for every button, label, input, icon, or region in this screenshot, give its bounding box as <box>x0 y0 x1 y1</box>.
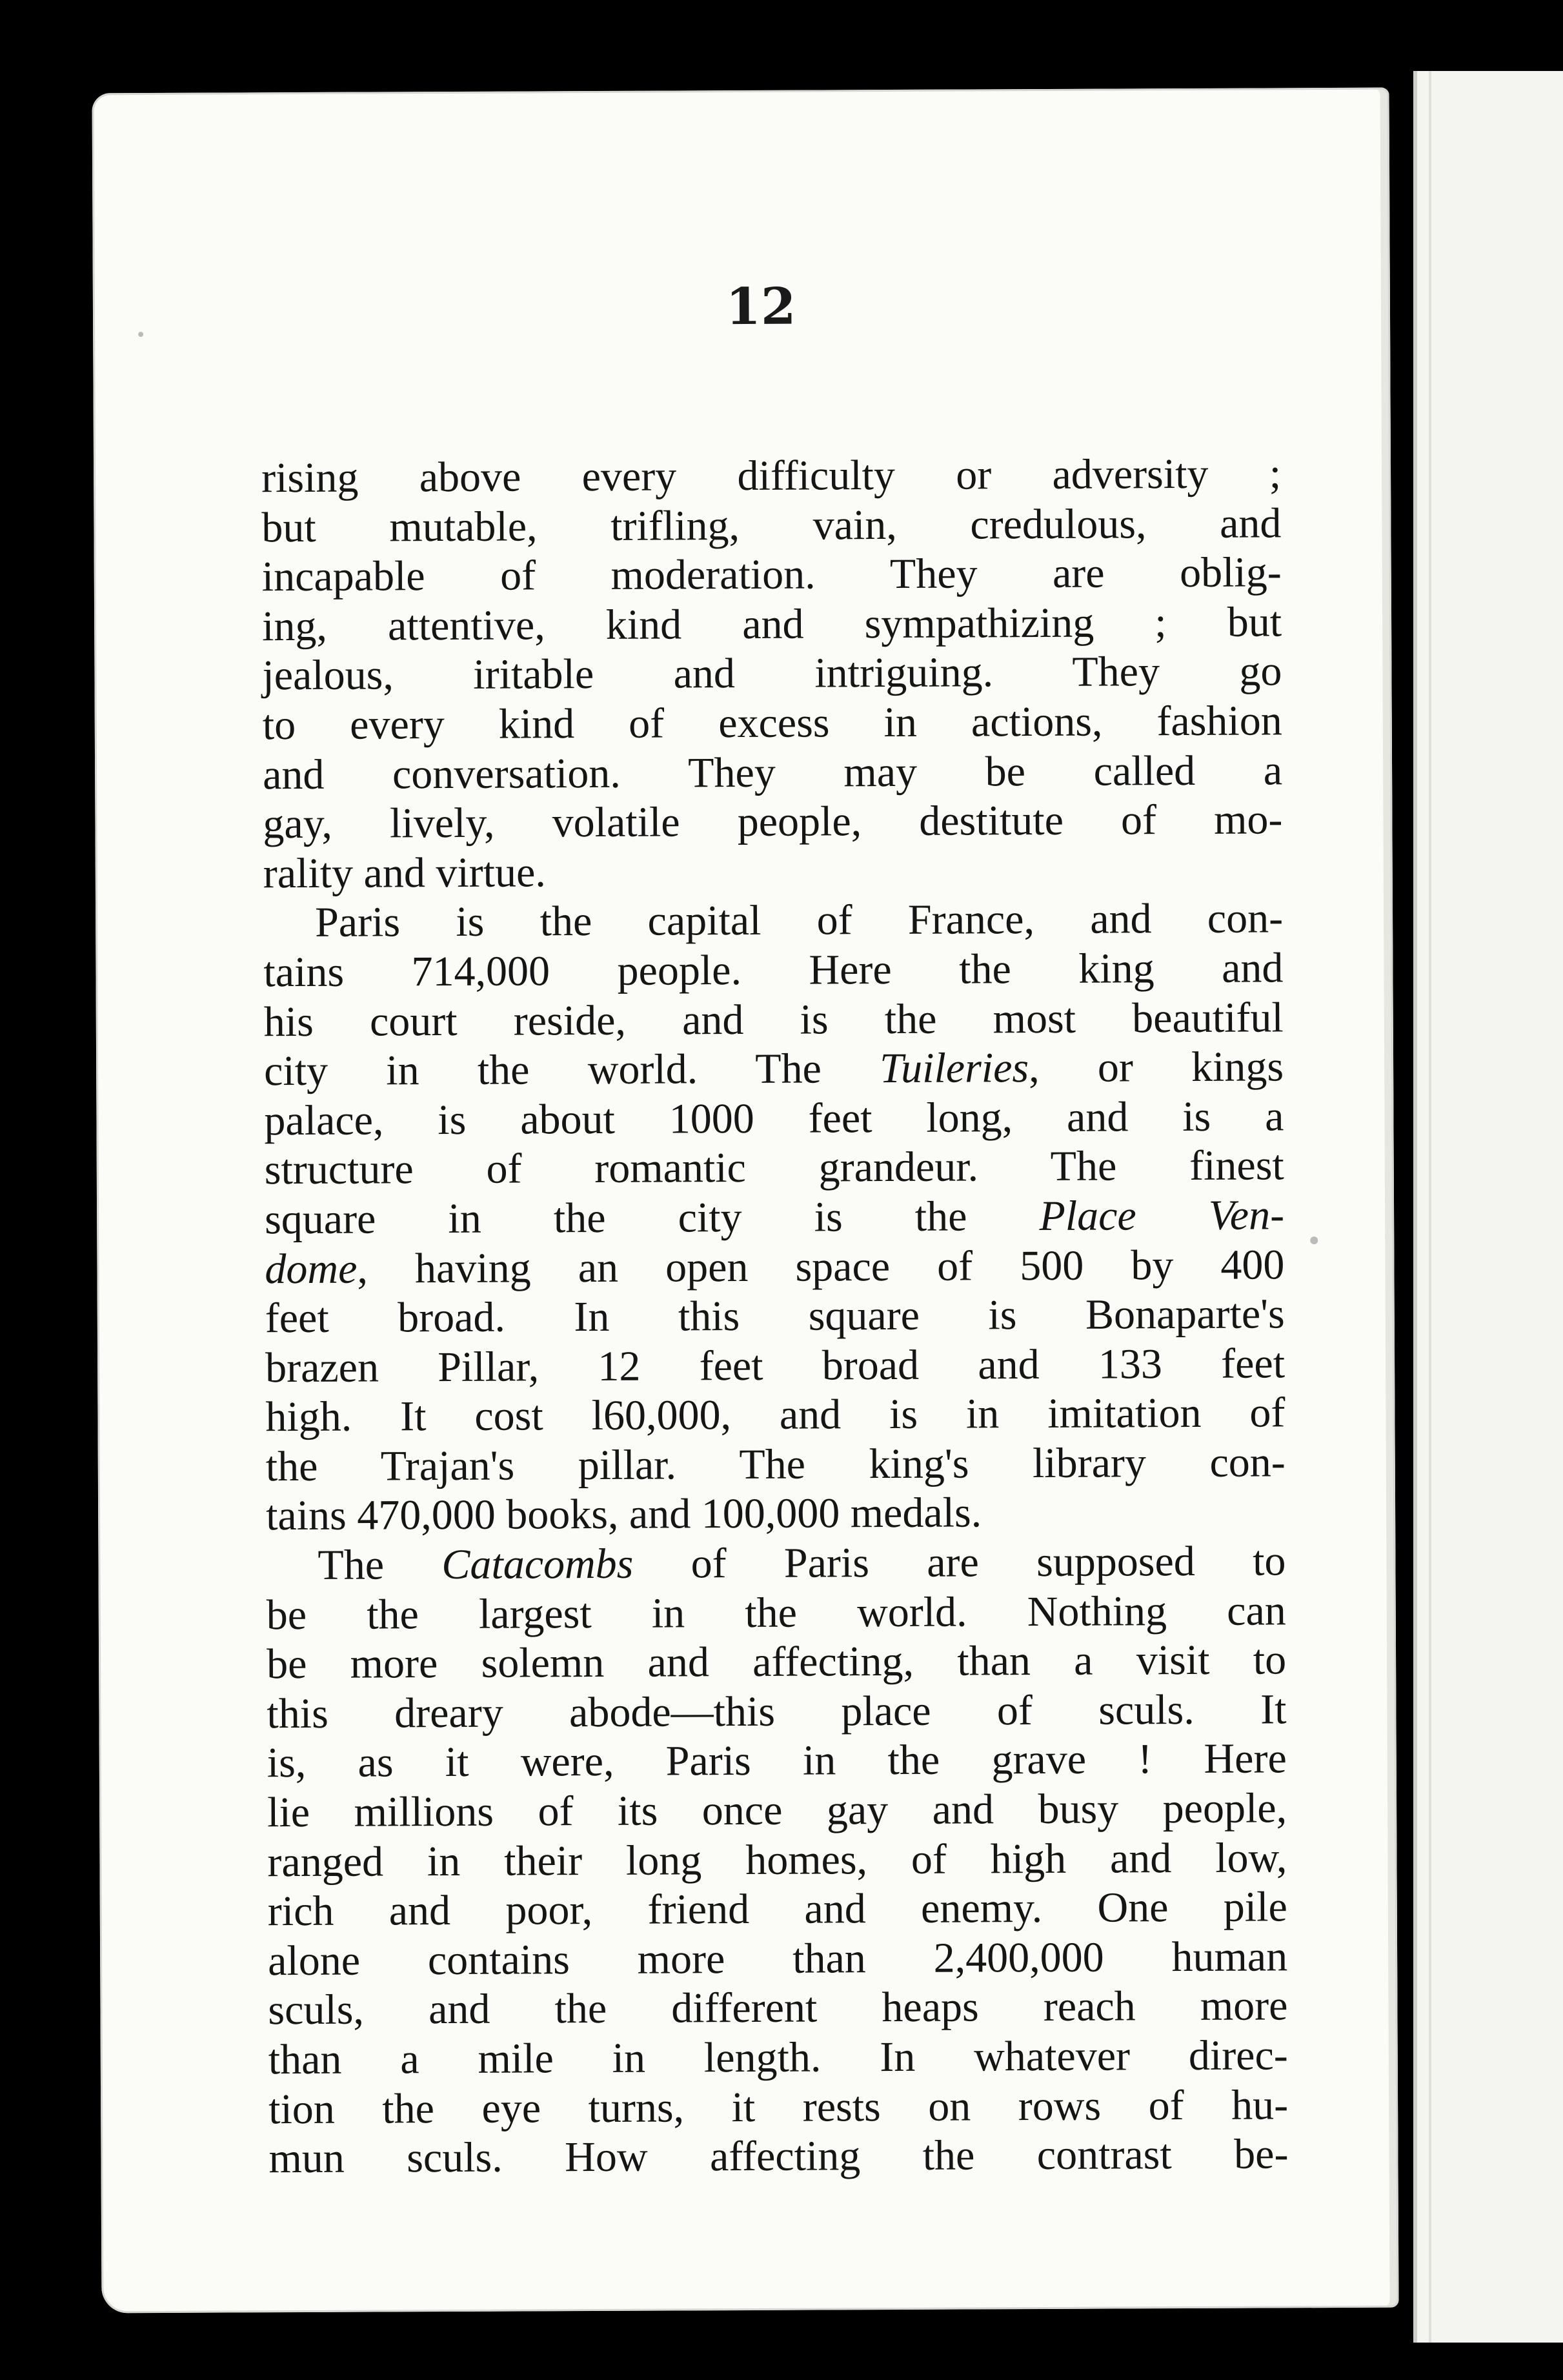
text-line: palace, is about 1000 feet long, and is a <box>264 1093 1284 1144</box>
text-line: tion the eye turns, it rests on rows of hu- <box>268 2081 1289 2133</box>
text-segment: of Paris are supposed to <box>633 1537 1286 1588</box>
text-line: high. It cost l60,000, and is in imitation of <box>265 1389 1286 1441</box>
body-text <box>261 449 1289 2184</box>
text-line: mun sculs. How affecting the contrast be- <box>268 2130 1289 2183</box>
text-line: structure of romantic grandeur. The finest <box>264 1142 1284 1194</box>
text-segment: , having an open space of 500 by 400 <box>357 1240 1285 1293</box>
italic-term: dome <box>265 1245 358 1293</box>
text-line: be more solemn and affecting, than a visit to <box>266 1636 1287 1688</box>
book-page <box>92 88 1399 2314</box>
text-line: jealous, iritable and intriguing. They go <box>262 647 1282 700</box>
text-line: incapable of moderation. They are oblig- <box>261 549 1282 601</box>
text-line: is, as it were, Paris in the grave ! Here <box>267 1735 1287 1787</box>
text-line: feet broad. In this square is Bonaparte's <box>265 1290 1285 1342</box>
text-line <box>264 1042 1284 1096</box>
text-line <box>265 1240 1284 1294</box>
text-segment: city in the world. The <box>263 1045 880 1095</box>
facing-page-edge <box>1413 71 1563 2343</box>
text-line: tains 714,000 people. Here the king and <box>263 944 1284 996</box>
text-line: rality and virtue. <box>263 849 546 898</box>
page-number: 12 <box>725 277 796 337</box>
text-line: be the largest in the world. Nothing can <box>266 1587 1286 1639</box>
text-line: the Trajan's pillar. The king's library con- <box>265 1438 1286 1491</box>
text-segment: The <box>318 1541 442 1589</box>
facing-page-inner-edge <box>1429 71 1431 2343</box>
italic-term: Catacombs <box>441 1540 634 1589</box>
text-segment: square in the city is the <box>264 1192 1040 1244</box>
text-line: brazen Pillar, 12 feet broad and 133 feet <box>265 1340 1286 1391</box>
text-line: this dreary abode—this place of sculs. It <box>267 1686 1287 1738</box>
text-segment: , or kings <box>1028 1043 1284 1092</box>
text-line <box>265 1191 1284 1244</box>
text-line: gay, lively, volatile people, destitute of mo- <box>263 796 1283 848</box>
italic-term: Tuileries <box>879 1044 1029 1093</box>
text-line <box>266 1537 1286 1590</box>
text-line: alone contains more than 2,400,000 human <box>267 1933 1288 1985</box>
text-line: rising above every difficulty or adversity ; <box>261 450 1282 502</box>
text-line: rich and poor, friend and enemy. One pile <box>267 1883 1287 1935</box>
text-line: Paris is the capital of France, and con- <box>314 894 1284 947</box>
text-line: lie millions of its once gay and busy people, <box>267 1784 1287 1837</box>
text-line: to every kind of excess in actions, fashion <box>262 697 1282 749</box>
text-line: than a mile in length. In whatever direc- <box>268 2032 1288 2084</box>
text-line: his court reside, and is the most beautiful <box>263 993 1284 1045</box>
paper-speck <box>1310 1236 1318 1244</box>
italic-term: Place Ven- <box>1039 1191 1285 1240</box>
text-line: sculs, and the different heaps reach more <box>268 1982 1288 2034</box>
text-line: ing, attentive, kind and sympathizing ; but <box>261 598 1282 650</box>
paper-speck <box>138 332 143 337</box>
text-line: ranged in their long homes, of high and low, <box>267 1833 1287 1886</box>
text-line: but mutable, trifling, vain, credulous, and <box>261 499 1282 551</box>
text-line: and conversation. They may be called a <box>262 746 1283 798</box>
text-line: tains 470,000 books, and 100,000 medals. <box>265 1489 982 1540</box>
